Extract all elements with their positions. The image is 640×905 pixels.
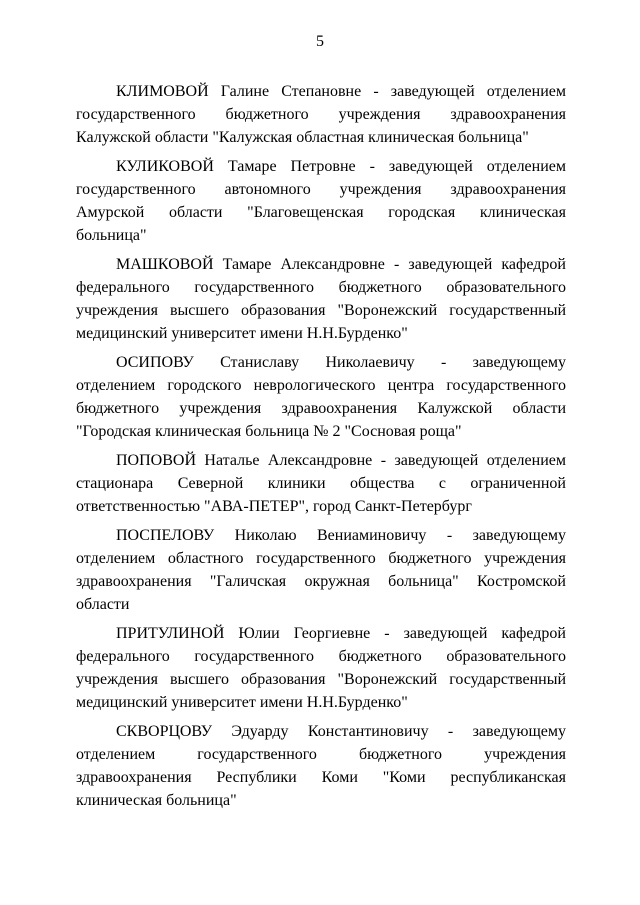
entry-line: федерального государственного бюджетного образовательного	[76, 648, 566, 665]
entry-line: федерального государственного бюджетного образовательного	[76, 279, 566, 296]
entry-line: СКВОРЦОВУ Эдуарду Константиновичу - заведующему	[116, 723, 566, 740]
list-item	[76, 622, 566, 714]
entry-line: Калужской области "Калужская областная клиническая больница"	[76, 129, 529, 146]
list-item	[76, 524, 566, 616]
entry-line: ПРИТУЛИНОЙ Юлии Георгиевне - заведующей кафедрой	[116, 625, 566, 642]
list-item	[76, 80, 566, 149]
entry-line: "Городская клиническая больница № 2 "Сосновая роща"	[76, 423, 462, 440]
award-list	[76, 80, 566, 818]
entry-line: отделением государственного бюджетного учреждения	[76, 746, 566, 763]
list-item	[76, 720, 566, 812]
entry-line: стационара Северной клиники общества с ограниченной	[76, 475, 566, 492]
entry-line: КУЛИКОВОЙ Тамаре Петровне - заведующей отделением	[116, 158, 566, 175]
page-number: 5	[316, 33, 324, 50]
entry-line: ПОПОВОЙ Наталье Александровне - заведующей отделением	[116, 452, 566, 469]
entry-line: области	[76, 596, 130, 613]
entry-line: ОСИПОВУ Станиславу Николаевичу - заведующему	[116, 354, 566, 371]
entry-line: бюджетного учреждения здравоохранения Калужской области	[76, 400, 566, 417]
entry-line: МАШКОВОЙ Тамаре Александровне - заведующей кафедрой	[116, 256, 566, 273]
entry-line: ответственностью "АВА-ПЕТЕР", город Санкт-Петербург	[76, 498, 472, 515]
entry-line: клиническая больница"	[76, 792, 237, 809]
list-item	[76, 449, 566, 518]
entry-line: отделением городского неврологического центра государственного	[76, 377, 566, 394]
entry-line: государственного бюджетного учреждения здравоохранения	[76, 106, 566, 123]
entry-line: здравоохранения Республики Коми "Коми республиканская	[76, 769, 566, 786]
list-item	[76, 155, 566, 247]
entry-line: здравоохранения "Галичская окружная больница" Костромской	[76, 573, 566, 590]
entry-line: КЛИМОВОЙ Галине Степановне - заведующей отделением	[116, 83, 566, 100]
entry-line: медицинский университет имени Н.Н.Бурденко"	[76, 325, 408, 342]
entry-line: учреждения высшего образования "Воронежский государственный	[76, 302, 566, 319]
list-item	[76, 253, 566, 345]
entry-line: государственного автономного учреждения здравоохранения	[76, 181, 566, 198]
entry-line: Амурской области "Благовещенская городская клиническая	[76, 204, 566, 221]
entry-line: ПОСПЕЛОВУ Николаю Вениаминовичу - заведующему	[116, 527, 566, 544]
list-item	[76, 351, 566, 443]
entry-line: учреждения высшего образования "Воронежский государственный	[76, 671, 566, 688]
entry-line: больница"	[76, 227, 147, 244]
entry-line: медицинский университет имени Н.Н.Бурденко"	[76, 694, 408, 711]
entry-line: отделением областного государственного бюджетного учреждения	[76, 550, 566, 567]
